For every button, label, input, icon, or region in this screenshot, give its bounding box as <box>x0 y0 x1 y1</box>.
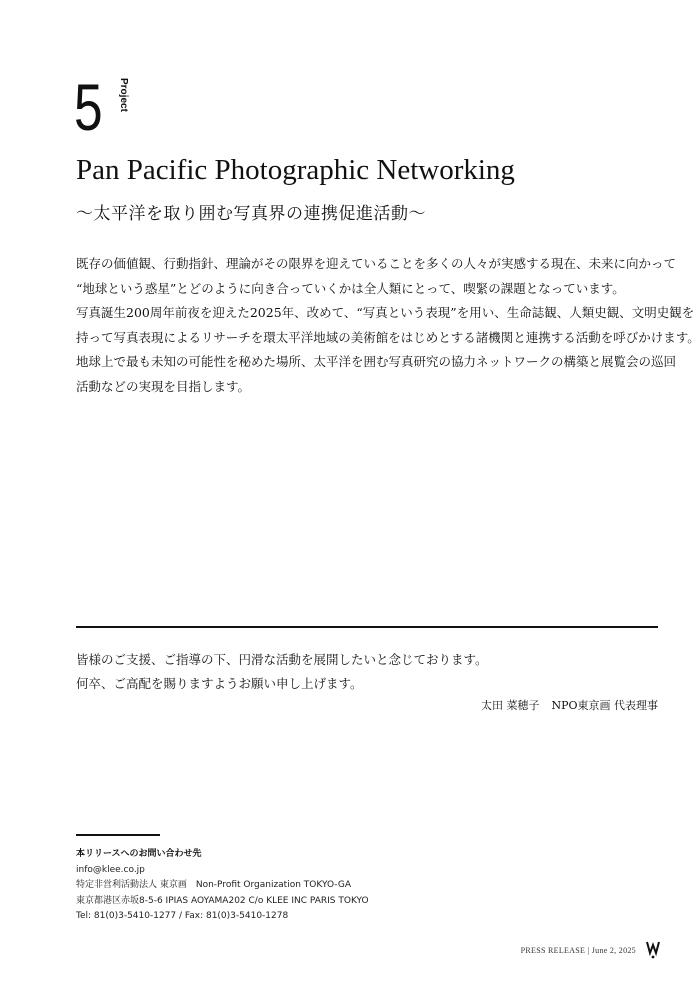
contact-block <box>76 847 369 925</box>
body-line: 地球上で最も未知の可能性を秘めた場所、太平洋を囲む写真研究の協力ネットワークの構築と展覧会の巡回 <box>76 354 677 369</box>
project-number: 5 <box>74 70 102 144</box>
body-text <box>76 252 700 399</box>
section-divider <box>76 626 658 628</box>
page-subtitle: 〜太平洋を取り囲む写真界の連携促進活動〜 <box>76 204 426 224</box>
contact-divider <box>76 834 160 836</box>
page-title: Pan Pacific Photographic Networking <box>76 154 515 186</box>
body-line: “地球という惑星”とどのように向き合っていくかは全人類にとって、喫緊の課題となっています。 <box>76 280 625 296</box>
contact-phone: Tel: 81(0)3-5410-1277 / Fax: 81(0)3-5410-1278 <box>76 911 289 921</box>
body-line: 写真誕生200周年前夜を迎えた2025年、改めて、“写真という表現”を用い、生命誌観、人類史観、文明史観を <box>76 305 695 320</box>
contact-organization: 特定非営利活動法人 東京画 Non-Profit Organization TOKYO-GA <box>76 880 351 890</box>
body-line: 持って写真表現によるリサーチを環太平洋地域の美術館をはじめとする諸機関と連携する活動を呼びかけます。 <box>76 329 700 345</box>
footer-text: PRESS RELEASE | June 2, 2025 <box>520 946 636 955</box>
project-label: Project <box>118 78 129 112</box>
body-line: 活動などの実現を目指します。 <box>76 378 251 394</box>
project-label-wrap <box>119 78 129 118</box>
signature <box>481 697 658 713</box>
signature-org: NPO東京画 代表理事 <box>551 699 658 712</box>
w-logo-icon <box>646 941 660 959</box>
closing-message <box>76 648 488 696</box>
contact-email[interactable]: info@klee.co.jp <box>76 864 145 875</box>
body-line: 既存の価値観、行動指針、理論がその限界を迎えていることを多くの人々が実感する現在、未来に向かって <box>76 256 677 271</box>
closing-line: 皆様のご支援、ご指導の下、円滑な活動を展開したいと念じております。 <box>76 652 488 667</box>
signature-name: 太田 菜穂子 <box>480 699 540 712</box>
closing-line: 何卒、ご高配を賜りますようお願い申し上げます。 <box>76 676 363 691</box>
contact-address: 東京都港区赤坂8-5-6 IPIAS AOYAMA202 C/o KLEE INC PARIS TOKYO <box>76 895 369 906</box>
contact-heading: 本リリースへのお問い合わせ先 <box>76 849 202 859</box>
